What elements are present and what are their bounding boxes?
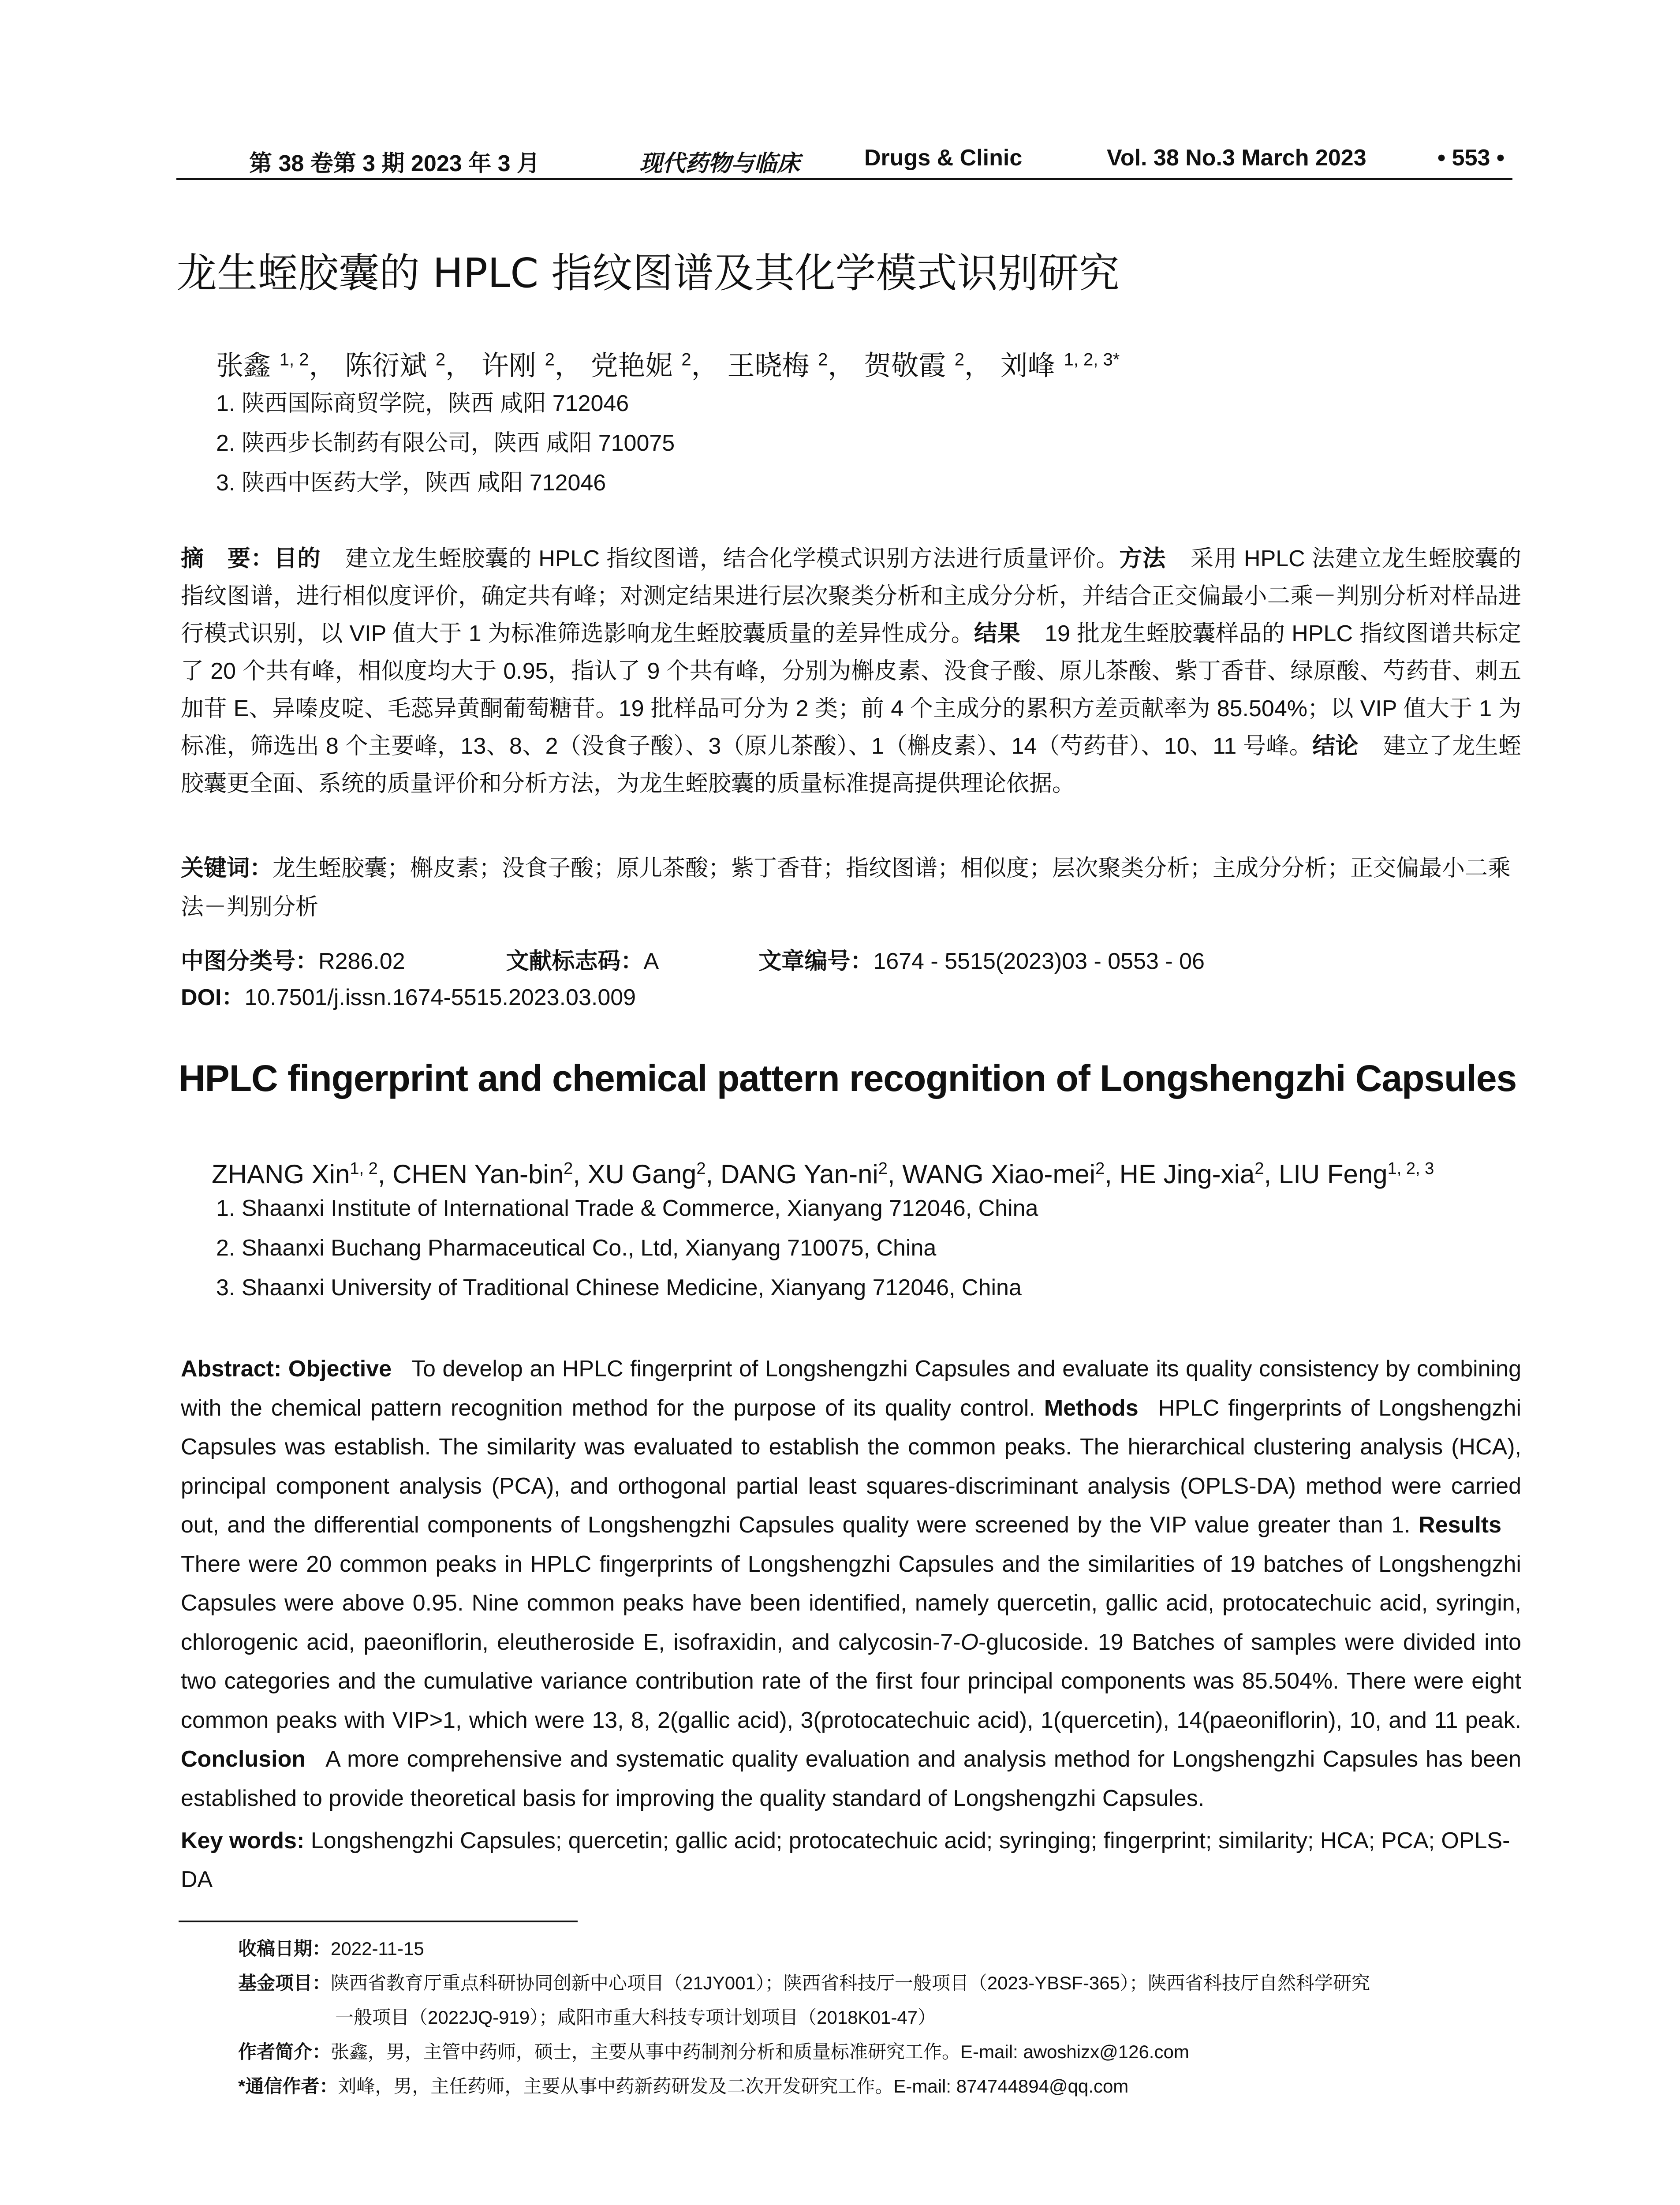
methods-text-cn: 采用 HPLC 法建立龙生蛭胶囊的指纹图谱，进行相似度评价，确定共有峰；对测定结果进行层次聚类分析和主成分分析，并结合正交偏最小二乘－判别分析对样品进行模式识别，以 VIP 值大于 1 为标准筛选影响龙生蛭胶囊质量的差异性成分。 [181, 546, 1521, 647]
author-en: WANG Xiao-mei$^2$, [902, 1159, 1120, 1189]
affiliation-cn: 3. 陕西中医药大学，陕西 咸阳 712046 [216, 470, 606, 496]
objective-text-en: To develop an HPLC fingerprint of Longshengzhi Capsules and evaluate its quality consistency by combining with the chemical pattern recognition method for the purpose of its quality control. [181, 1356, 1521, 1421]
author-cn: 陈衍斌 $^2$， [345, 349, 473, 381]
affiliation-cn: 1. 陕西国际商贸学院，陕西 咸阳 712046 [216, 391, 629, 416]
footnote-author-bio: 作者简介：张鑫，男，主管中药师，硕士，主要从事中药制剂分析和质量标准研究工作。E-mail: awoshizx@126.com [238, 2041, 1189, 2062]
author-cn: 张鑫 $^{1, 2}$， [216, 349, 336, 381]
author-en: XU Gang$^2$, [587, 1159, 721, 1189]
article-no-label: 文章编号： [758, 949, 874, 974]
header-issue-cn: 第 38 卷第 3 期 2023 年 3 月 [249, 151, 540, 176]
footnote-corresponding: *通信作者：刘峰，男，主任药师，主要从事中药新药研发及二次开发研究工作。E-mail: 874744894@qq.com [238, 2076, 1129, 2097]
conclusion-text-cn: 建立了龙生蛭胶囊更全面、系统的质量评价和分析方法，为龙生蛭胶囊的质量标准提高提供理论依据。 [181, 733, 1521, 796]
author-cn: 党艳妮 $^2$， [590, 349, 719, 381]
results-label-en: Results [1419, 1512, 1502, 1538]
methods-label-cn: 方法 [1119, 546, 1166, 572]
footnote-received: 收稿日期：2022-11-15 [238, 1938, 424, 1959]
keywords-label-en: Key words: [181, 1828, 305, 1854]
footnote-fund: 基金项目：陕西省教育厅重点科研协同创新中心项目（21JY001）；陕西省科技厅一般项目（2023-YBSF-365）；陕西省科技厅自然科学研究 [238, 1973, 1370, 1993]
abstract-objective-label-en: Abstract: Objective [181, 1356, 392, 1382]
abstract-cn [181, 540, 1521, 803]
conclusion-label-cn: 结论 [1312, 733, 1359, 759]
title-en: HPLC fingerprint and chemical pattern recognition of Longshengzhi Capsules [179, 1058, 1517, 1099]
abstract-label-cn: 摘 要： [181, 546, 274, 572]
title-cn: 龙生蛭胶囊的 HPLC 指纹图谱及其化学模式识别研究 [176, 250, 1120, 297]
affiliation-en: 3. Shaanxi University of Traditional Chinese Medicine, Xianyang 712046, China [216, 1275, 1022, 1301]
affiliation-cn: 2. 陕西步长制药有限公司，陕西 咸阳 710075 [216, 430, 675, 456]
methods-label-en: Methods [1044, 1395, 1139, 1421]
header-rule [176, 178, 1512, 180]
doc-code-value: A [643, 949, 658, 974]
footnote-rule [179, 1921, 578, 1922]
keywords-text-en: Longshengzhi Capsules; quercetin; gallic acid; protocatechuic acid; syringing; fingerprint; similarity; HCA; PCA; OPLS-DA [181, 1828, 1510, 1892]
affiliations-cn [216, 384, 1539, 503]
author-en: HE Jing-xia$^2$, [1119, 1159, 1279, 1189]
authors-cn [216, 340, 1539, 385]
affiliation-en: 2. Shaanxi Buchang Pharmaceutical Co., Ltd, Xianyang 710075, China [216, 1235, 937, 1261]
header-page-number: • 553 • [1437, 145, 1505, 171]
keywords-text-cn: 龙生蛭胶囊；槲皮素；没食子酸；原儿茶酸；紫丁香苷；指纹图谱；相似度；层次聚类分析；主成分分析；正交偏最小二乘法－判别分析 [181, 856, 1511, 920]
keywords-label-cn: 关键词： [181, 856, 273, 881]
objective-label-cn: 目的 [274, 546, 321, 572]
affiliation-en: 1. Shaanxi Institute of International Trade & Commerce, Xianyang 712046, China [216, 1196, 1038, 1221]
objective-text-cn: 建立龙生蛭胶囊的 HPLC 指纹图谱，结合化学模式识别方法进行质量评价。 [345, 546, 1120, 572]
doi-value: 10.7501/j.issn.1674-5515.2023.03.009 [244, 985, 636, 1010]
doi-label: DOI： [181, 985, 245, 1010]
article-no-value: 1674 - 5515(2023)03 - 0553 - 06 [873, 949, 1205, 974]
author-cn: 王晓梅 $^2$， [727, 349, 855, 381]
author-en: ZHANG Xin$^{1, 2}$, [212, 1159, 393, 1189]
conclusion-text-en: A more comprehensive and systematic quality evaluation and analysis method for Longshengzhi Capsules has been established to provide theoretical basis for improving the quality standard of Longshengzhi Capsules. [181, 1746, 1521, 1811]
author-en: DANG Yan-$ni^2$, [720, 1159, 903, 1189]
conclusion-label-en: Conclusion [181, 1746, 306, 1772]
header-journal-en: Drugs & Clinic [864, 145, 1023, 171]
header-journal-cn: 现代药物与临床 [639, 150, 800, 177]
affiliations-en [216, 1188, 1539, 1308]
author-cn: 许刚 $^2$， [481, 349, 582, 381]
author-en: LIU Feng$^{1, 2, 3}$ [1278, 1159, 1434, 1189]
running-header [176, 132, 1512, 181]
keywords-en [181, 1821, 1521, 1899]
clc-value: R286.02 [318, 949, 405, 974]
doc-code-label: 文献标志码： [506, 949, 644, 974]
author-cn: 贺敬霞 $^2$， [864, 349, 992, 381]
footnote-fund-cont: 一般项目（2022JQ-919）；咸阳市重大科技专项计划项目（2018K01-47） [335, 2007, 937, 2028]
results-text-en-b: -glucoside. 19 Batches of samples were divided into two categories and the cumulative variance contribution rate of the first four principal components was 85.504%. There were eight common peaks with VIP>1, which were 13, 8, 2(gallic acid), 3(protocatechuic acid), 1(quercetin), 14(paeoniflorin), 10, and 11 peak. [181, 1629, 1521, 1733]
header-issue-en: Vol. 38 No.3 March 2023 [1107, 145, 1366, 171]
author-en: CHEN Yan-bin$^2$, [392, 1159, 588, 1189]
authors-en [212, 1149, 1534, 1194]
doi-row [181, 980, 1521, 1015]
abstract-en [181, 1349, 1521, 1818]
classification-row [181, 944, 1521, 979]
results-text-cn: 19 批龙生蛭胶囊样品的 HPLC 指纹图谱共标定了 20 个共有峰，相似度均大于 0.95，指认了 9 个共有峰，分别为槲皮素、没食子酸、原儿茶酸、紫丁香苷、绿原酸、芍药苷、刺五加苷 E、异嗪皮啶、毛蕊异黄酮葡萄糖苷。19 批样品可分为 2 类；前 4 个主成分的累积方差贡献率为 85.504%；以 VIP 值大于 1 为标准，筛选出 8 个主要峰，13、8、2（没食子酸）、3（原儿茶酸）、1（槲皮素）、14（芍药苷）、10、11 号峰。 [181, 621, 1521, 759]
author-cn: 刘峰 $^{1, 2, 3*}$ [1000, 349, 1120, 381]
results-italic-en: O [960, 1629, 979, 1655]
results-label-cn: 结果 [974, 621, 1021, 647]
results-text-en-a: There were 20 common peaks in HPLC fingerprints of Longshengzhi Capsules and the similarities of 19 batches of Longshengzhi Capsules were above 0.95. Nine common peaks have been identified, namely quercetin, gallic acid, protocatechuic acid, syringin, chlorogenic acid, paeoniflorin, eleutheroside E, isofraxidin, and calycosin-7- [181, 1551, 1521, 1655]
methods-text-en: HPLC fingerprints of Longshengzhi Capsules was establish. The similarity was evaluated to establish the common peaks. The hierarchical clustering analysis (HCA), principal component analysis (PCA), and orthogonal partial least squares-discriminant analysis (OPLS-DA) method were carried out, and the differential components of Longshengzhi Capsules quality were screened by the VIP value greater than 1. [181, 1395, 1521, 1538]
footnotes [238, 1932, 1517, 2104]
clc-label: 中图分类号： [181, 949, 319, 974]
keywords-cn [181, 849, 1521, 927]
